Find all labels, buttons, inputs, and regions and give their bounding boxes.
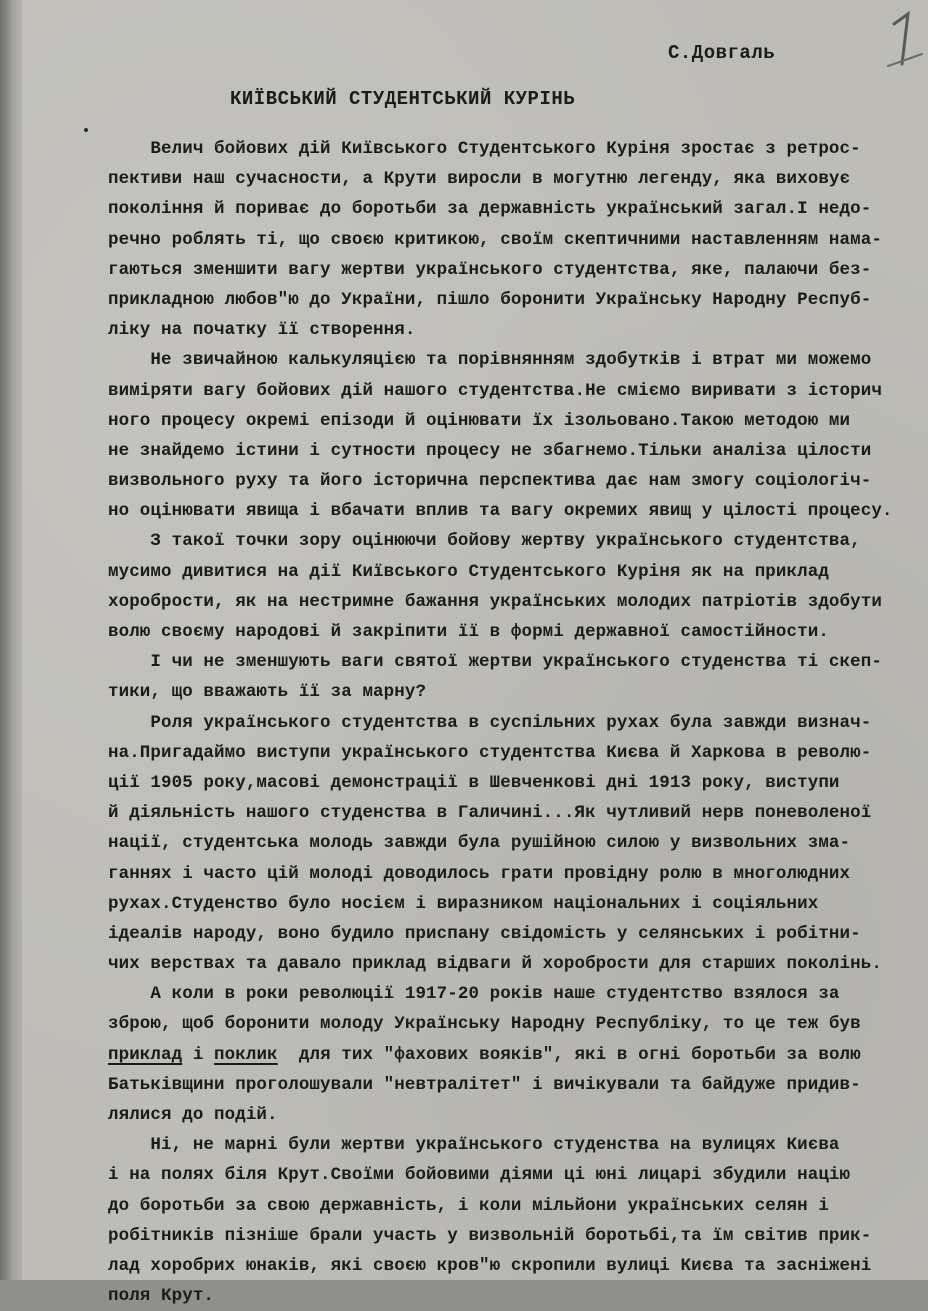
- text-line: волю своєму народові й закріпити її в формі державної самостійности.: [108, 622, 829, 642]
- text-line: нації, студентська молодь завжди була рушійною силою у визвольних зма-: [108, 833, 851, 854]
- document-title: КИЇВСЬКИЙ СТУДЕНТСЬКИЙ КУРІНЬ: [230, 88, 576, 110]
- text-line: ліку на початку її створення.: [108, 320, 416, 341]
- scan-edge: [0, 0, 22, 1280]
- text-line: Батьківщини проголошували "невтралітет" і вичікували та байдуже придив-: [108, 1074, 861, 1095]
- text-line: гаються зменшити вагу жертви українського студентства, яке, палаючи без-: [108, 259, 872, 280]
- text-line: робітників пізніше брали участь у визвольній боротьбі,та їм світив прик-: [108, 1225, 872, 1246]
- text-line: мусимо дивитися на дії Київського Студентського Куріня як на приклад: [108, 561, 829, 582]
- text-line: рухах.Студенство було носієм і виразником національних і соціяльних: [108, 893, 819, 914]
- page-number-mark: [884, 4, 924, 68]
- text-line: ганнях і часто цій молоді доводилось грати провідну ролю в многолюдних: [108, 863, 851, 884]
- text-line: речно роблять ті, що своєю критикою, своїм скептичними наставленням нама-: [108, 229, 882, 250]
- underlined-word: приклад: [108, 1044, 183, 1065]
- text-line: ції 1905 року,масові демонстрації в Шевченкові дні 1913 року, виступи: [108, 772, 840, 793]
- text-line: тики, що вважають її за марну?: [108, 682, 427, 703]
- handwritten-page-number: [884, 4, 924, 68]
- text-line: З такої точки зору оцінюючи бойову жертву українського студентства,: [108, 531, 861, 552]
- margin-mark: [84, 128, 88, 132]
- text-line: І чи не зменшують ваги святої жертви українського студенства ті скеп-: [108, 652, 882, 673]
- text-line: приклад і поклик для тих "фахових вояків", які в огні боротьби за волю: [108, 1044, 861, 1065]
- text-line: ідеалів народу, воно будило приспану свідомість у селянських і робітни-: [108, 923, 861, 944]
- text-line: лад хоробрих юнаків, які своєю кров"ю скропили вулиці Києва та засніжені: [108, 1255, 872, 1276]
- typewritten-page: [22, 0, 928, 1307]
- text-line: лялися до подій.: [108, 1105, 278, 1125]
- text-line: прикладною любов"ю до України, пішло боронити Українську Народну Респуб-: [108, 289, 872, 310]
- text-line: но оцінювати явища і вбачати вплив та вагу окремих явищ у цілості процесу.: [108, 501, 893, 522]
- text-line: А коли в роки революції 1917-20 років наше студентство взялося за: [108, 984, 840, 1005]
- underlined-word: поклик: [214, 1044, 278, 1065]
- text-line: виміряти вагу бойових дій нашого студентства.Не сміємо виривати з історич: [108, 380, 882, 401]
- text-line: й діяльність нашого студенства в Галичині...Як чутливий нерв поневоленої: [108, 803, 872, 824]
- text-line: зброю, щоб боронити молоду Українську Народну Республіку, то це теж був: [108, 1014, 861, 1035]
- text-line: Не звичайною калькуляцією та порівнянням здобутків і втрат ми можемо: [108, 350, 872, 371]
- text-line: поля Крут.: [108, 1286, 215, 1307]
- text-line: ного процесу окремі епізоди й оцінювати їх ізольовано.Такою методою ми: [108, 410, 851, 431]
- text-line: хоробрости, як на нестримне бажання українських молодих патріотів здобути: [108, 591, 882, 612]
- text-line: до боротьби за свою державність, і коли мільйони українських селян і: [108, 1195, 829, 1216]
- text-line: Велич бойових дій Київського Студентського Куріня зростає з ретрос-: [108, 139, 861, 159]
- text-line: чих верствах та давало приклад відваги й хоробрости для старших поколінь.: [108, 954, 882, 975]
- author-name: С.Довгаль: [668, 42, 776, 64]
- text-line: і на полях біля Крут.Своїми бойовими діями ці юні лицарі збудили націю: [108, 1165, 851, 1186]
- text-line: Ні, не марні були жертви українського студенства на вулицях Києва: [108, 1135, 840, 1156]
- text-line: визвольного руху та його історична перспектива дає нам змогу соціологіч-: [108, 471, 872, 492]
- text-line: не знайдемо істини і сутности процесу не збагнемо.Тільки аналіза цілости: [108, 440, 872, 461]
- text-line: Роля українського студентства в суспільних рухах була завжди визнач-: [108, 712, 872, 733]
- text-line: пективи наш сучасности, а Крути виросли в могутню легенду, яка виховує: [108, 169, 851, 190]
- text-line: покоління й пориває до боротьби за державність український загал.І недо-: [108, 199, 872, 220]
- text-line: на.Пригадаймо виступи українського студентства Києва й Харкова в револю-: [108, 742, 872, 763]
- body-text: [108, 134, 926, 1311]
